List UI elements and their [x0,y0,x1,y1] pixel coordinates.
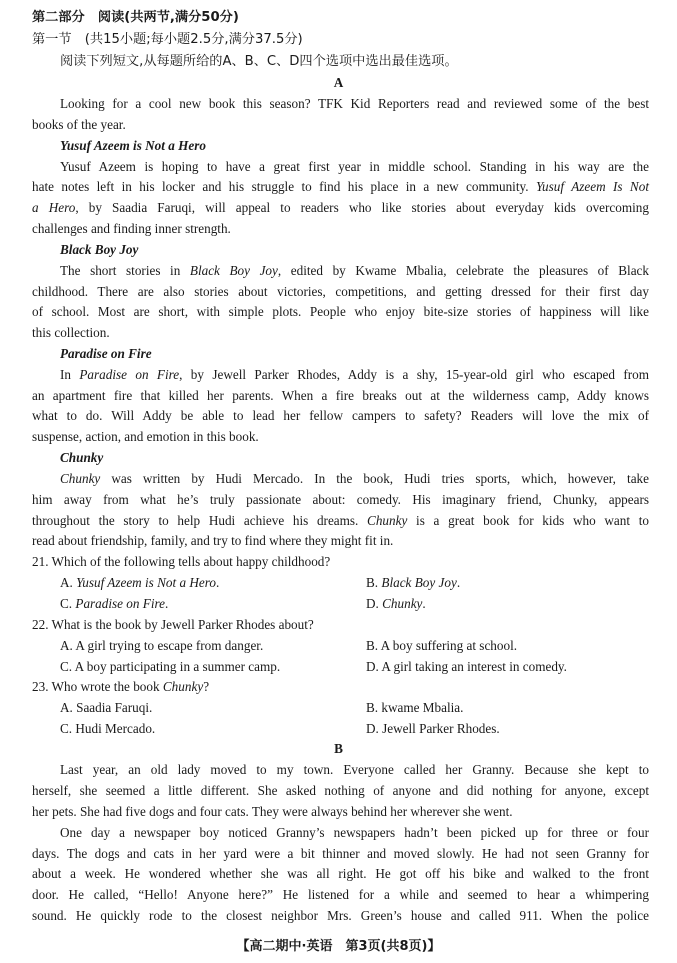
passage-b-line-1: Last year, an old lady moved to my town. Everyone called her Granny. Because she kept to [60,762,649,777]
book3-line-3: what to do. Will Addy be able to lead her fellow campers to safety? Readers will love the mix of [32,408,649,423]
book4-line-4: read about friendship, family, and try to find where they might fit in. [32,533,394,548]
book1-line-2: hate notes left in his locker and his struggle to find his place in a new community. Yusuf Azeem Is Not [32,179,649,194]
q23-option-c: C. Hudi Mercado. [60,721,156,736]
passage-b-line-7: door. He called, “Hello! Anyone here?” He listened for a while and seemed to hear a whimpering [32,887,649,902]
page-footer: 【高二期中·英语 第3页(共8页)】 [236,939,441,954]
book2-line-1: The short stories in Black Boy Joy, edited by Kwame Mbalia, celebrate the pleasures of Black [60,263,649,278]
question-21-stem: 21. Which of the following tells about happy childhood? [32,554,331,569]
q23-option-b: B. kwame Mbalia. [366,700,464,715]
part-heading: 第二部分 阅读(共两节,满分50分) [32,10,239,25]
book1-line-1: Yusuf Azeem is hoping to have a great first year in middle school. Standing in his way are the [60,159,649,174]
passage-b-line-4: One day a newspaper boy noticed Granny’s newspapers hadn’t been picked up for three or four [60,825,649,840]
passage-a-letter: A [333,75,344,90]
book4-line-2: him away from what he’s truly passionate about: comedy. His imaginary friend, Chunky, appears [32,492,649,507]
book2-line-3: of school. Most are short, with simple plots. People who enjoy bite-size stories of happiness will like [32,304,649,319]
question-23-stem: 23. Who wrote the book Chunky? [32,679,210,694]
book3-line-1: In Paradise on Fire, by Jewell Parker Rhodes, Addy is a shy, 15-year-old girl who escaped from [60,367,649,382]
book-title-chunky: Chunky [60,450,104,465]
q22-option-c: C. A boy participating in a summer camp. [60,659,281,674]
q21-option-b: B. Black Boy Joy. [366,575,461,590]
passage-b-line-6: about a week. He wondered whether she was all right. He got off his bike and walked to the front [32,866,649,881]
question-22-stem: 22. What is the book by Jewell Parker Rhodes about? [32,617,314,632]
q21-option-d: D. Chunky. [366,596,426,611]
book-title-yusuf: Yusuf Azeem is Not a Hero [60,138,206,153]
q21-option-a: A. Yusuf Azeem is Not a Hero. [60,575,220,590]
passage-b-line-2: herself, she seemed a little different. She asked nothing of anyone and did nothing for anyone, except [32,783,649,798]
q23-option-a: A. Saadia Faruqi. [60,700,153,715]
book4-line-1: Chunky was written by Hudi Mercado. In the book, Hudi tries sports, which, however, take [60,471,649,486]
q21-option-c: C. Paradise on Fire. [60,596,169,611]
q22-option-a: A. A girl trying to escape from danger. [60,638,264,653]
instruction: 阅读下列短文,从每题所给的A、B、C、D四个选项中选出最佳选项。 [60,54,458,69]
section-heading: 第一节 (共15小题;每小题2.5分,满分37.5分) [32,32,303,47]
book2-line-2: childhood. There are also stories about victories, competitions, and getting dressed for their first day [32,284,649,299]
q23-option-d: D. Jewell Parker Rhodes. [366,721,500,736]
passage-b-line-8: sound. He quickly rode to the closest neighbor Mrs. Green’s house and called 911. When the police [32,908,649,923]
book1-line-3: a Hero, by Saadia Faruqi, will appeal to readers who like stories about everyday kids overcoming [32,200,649,215]
book1-line-4: challenges and finding inner strength. [32,221,231,236]
book-title-black-boy-joy: Black Boy Joy [60,242,139,257]
book3-line-2: an apartment fire that killed her parents. When a fire breaks out at the wilderness camp, Addy knows [32,388,649,403]
passage-b-line-5: days. The dogs and cats in her yard were a bit thinner and moved slowly. He had not seen Granny for [32,846,649,861]
intro-line-2: books of the year. [32,117,126,132]
passage-b-letter: B [334,741,343,756]
book2-line-4: this collection. [32,325,110,340]
intro-line-1: Looking for a cool new book this season? TFK Kid Reporters read and reviewed some of the best [60,96,649,111]
book4-line-3: throughout the story to help Hudi achieve his dreams. Chunky is a great book for kids who want to [32,513,649,528]
book3-line-4: suspense, action, and emotion in this book. [32,429,259,444]
q22-option-b: B. A boy suffering at school. [366,638,518,653]
q22-option-d: D. A girl taking an interest in comedy. [366,659,567,674]
book-title-paradise: Paradise on Fire [60,346,152,361]
passage-b-line-3: her pets. She had five dogs and four cats. They were always behind her wherever she went. [32,804,513,819]
